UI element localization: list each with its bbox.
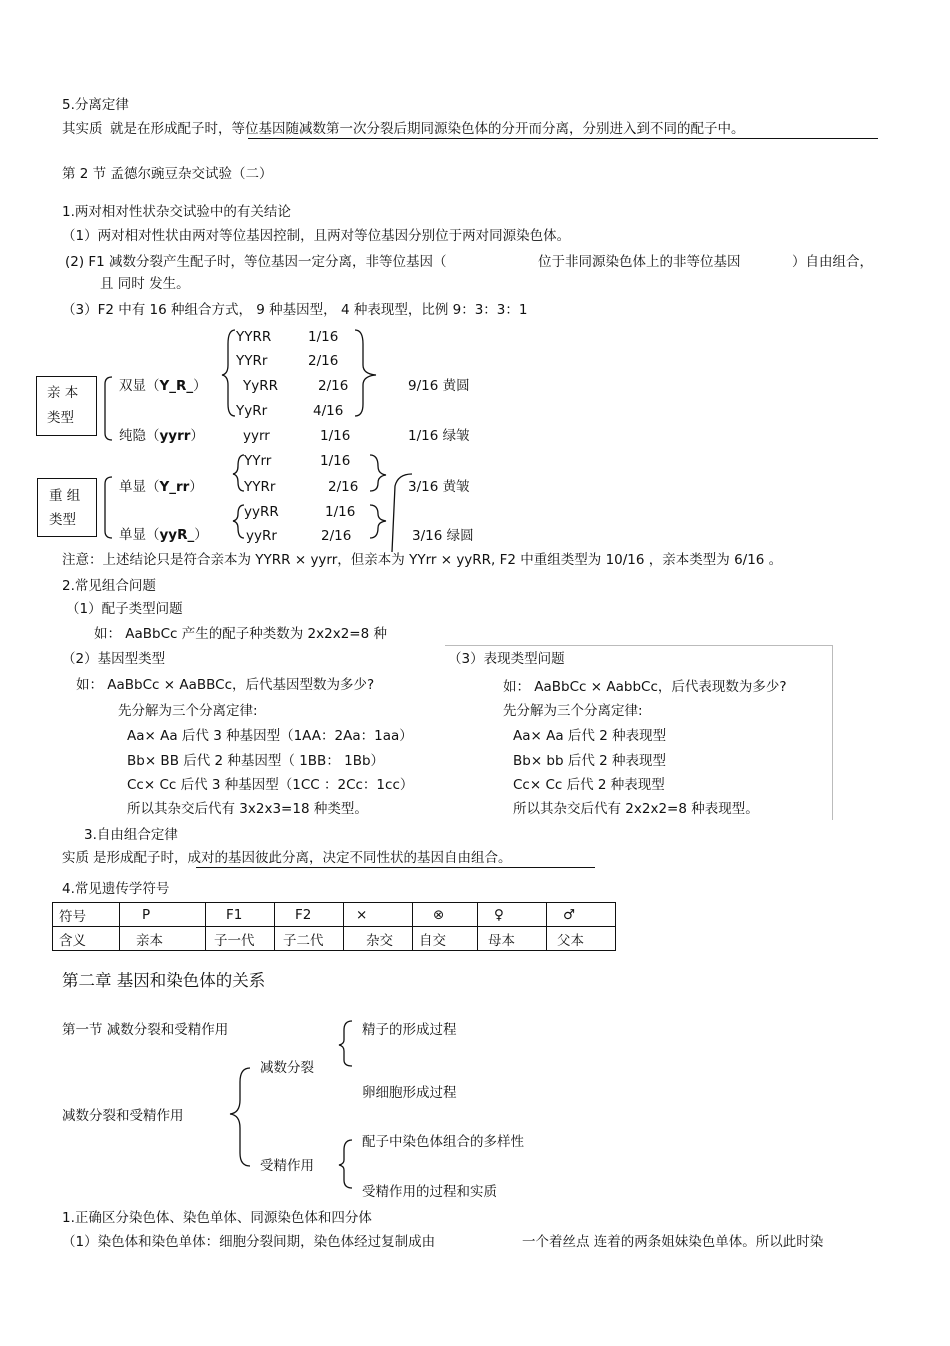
mindmap-root: 减数分裂和受精作用 (62, 1108, 184, 1124)
freq-YYRr-2: 2/16 (328, 479, 359, 495)
sec3-essence-text: 是形成配子时，成对的基因彼此分离，决定不同性状的基因自由组合。 (93, 850, 512, 866)
sec5-essence-text: 就是在形成配子时，等位基因随减数第一次分裂后期同源染色体的分开而分离，分别进入到不同的配子中。 (110, 121, 745, 137)
sec2-p3: （3）F2 中有 16 种组合方式， 9 种基因型， 4 种表现型，比例 9：3：3：1 (62, 302, 528, 318)
sec2-p2c: ）自由组合， (792, 254, 873, 270)
mindmap-chromosome-diversity: 配子中染色体组合的多样性 (362, 1134, 524, 1150)
freq-YYRR: 1/16 (308, 329, 339, 345)
chapter2-sec1-title: 第一节 减数分裂和受精作用 (62, 1022, 229, 1038)
genotype-YYRr-2: YYRr (244, 479, 276, 495)
meaning-cell-male: 父本 (547, 927, 616, 951)
chapter2-title: 第二章 基因和染色体的关系 (62, 971, 266, 990)
meaning-cell-female: 母本 (478, 927, 547, 951)
sum-yellow-wrinkled: 3/16 黄皱 (408, 479, 470, 495)
genotype-yyRr: yyRr (246, 528, 277, 544)
freq-YYrr: 1/16 (320, 453, 351, 469)
cat-double-dominant: 双显（Y_R_） (119, 378, 207, 394)
sec5-essence-label: 其实质 (62, 121, 103, 137)
recomb-type-label-1: 重 组 (49, 488, 81, 504)
phenotype-type-title: （3）表现类型问题 (448, 651, 565, 667)
symbol-cell-male-icon: ♂ (547, 903, 616, 927)
freq-yyRr: 2/16 (321, 528, 352, 544)
cat-single-dominant-1: 单显（Y_rr） (119, 479, 203, 495)
sec5-title: 5.分离定律 (62, 97, 129, 113)
cat-single-dominant-2: 单显（yyR_） (119, 527, 208, 543)
genotype-type-line2: Bb× BB 后代 2 种基因型（ 1BB： 1Bb） (127, 753, 385, 769)
gamete-type-example: 如： AaBbCc 产生的配子种类数为 2x2x2=8 种 (94, 626, 387, 642)
sec2-h1: 1.两对相对性状杂交试验中的有关结论 (62, 204, 291, 220)
sec3-title: 3.自由组合定律 (84, 827, 178, 843)
meaning-cell-cross: 杂交 (344, 927, 413, 951)
genotype-type-example: 如： AaBbCc × AaBBCc，后代基因型数为多少? (76, 677, 375, 693)
meaning-cell-f1: 子一代 (206, 927, 275, 951)
genotype-YyRr: YyRr (236, 403, 268, 419)
meaning-cell-selfing: 自交 (413, 927, 478, 951)
recomb-type-label-2: 类型 (49, 512, 76, 528)
genotype-type-line4: 所以其杂交后代有 3x2x3=18 种类型。 (127, 801, 368, 817)
sec2-p1: （1）两对相对性状由两对等位基因控制，且两对等位基因分别位于两对同源染色体。 (62, 228, 571, 244)
phenotype-type-line2: Bb× bb 后代 2 种表现型 (513, 753, 667, 769)
parent-type-label-1: 亲 本 (47, 385, 79, 401)
genotype-YyRR: YyRR (243, 378, 278, 394)
sec2-p2b: 位于非同源染色体上的非等位基因 (538, 254, 741, 270)
parent-type-label-2: 类型 (47, 410, 74, 426)
meaning-cell-parent: 亲本 (120, 927, 206, 951)
gamete-type-title: （1）配子类型问题 (66, 601, 183, 617)
symbol-cell-header: 符号 (53, 903, 120, 927)
genotype-yyRR: yyRR (244, 504, 279, 520)
genotype-yyrr: yyrr (243, 428, 270, 444)
freq-YYRr: 2/16 (308, 353, 339, 369)
genotype-YYRR: YYRR (236, 329, 272, 345)
cat-double-recessive: 纯隐（yyrr） (119, 428, 204, 444)
mindmap-fertilization: 受精作用 (260, 1158, 314, 1174)
sec2-p2d: 且 同时 发生。 (100, 276, 190, 292)
sum-green-round: 3/16 绿圆 (412, 528, 474, 544)
mindmap-meiosis: 减数分裂 (260, 1060, 314, 1076)
symbol-cell-F2: F2 (275, 903, 344, 927)
chromosome-section-p1b: 一个着丝点 连着的两条姐妹染色单体。所以此时染 (522, 1234, 824, 1250)
phenotype-type-line3: Cc× Cc 后代 2 种表现型 (513, 777, 665, 793)
genotype-YYrr: YYrr (244, 453, 272, 469)
symbol-cell-cross: × (344, 903, 413, 927)
freq-yyrr: 1/16 (320, 428, 351, 444)
common-combination-title: 2.常见组合问题 (62, 578, 156, 594)
mindmap-egg-formation: 卵细胞形成过程 (362, 1085, 457, 1101)
sum-green-wrinkled: 1/16 绿皱 (408, 428, 470, 444)
genotype-YYRr: YYRr (236, 353, 268, 369)
sum-yellow-round: 9/16 黄圆 (408, 378, 470, 394)
sec3-essence-label: 实质 (62, 850, 89, 866)
phenotype-type-line4: 所以其杂交后代有 2x2x2=8 种表现型。 (513, 801, 759, 817)
phenotype-type-example: 如： AaBbCc × AabbCc，后代表现数为多少? (503, 679, 787, 695)
symbol-cell-P: P (120, 903, 206, 927)
mindmap-fertilization-process: 受精作用的过程和实质 (362, 1184, 497, 1200)
meaning-cell-f2: 子二代 (275, 927, 344, 951)
chromosome-section-title: 1.正确区分染色体、染色单体、同源染色体和四分体 (62, 1210, 372, 1226)
sec2-title: 第 2 节 孟德尔豌豆杂交试验（二） (62, 166, 273, 182)
phenotype-type-step: 先分解为三个分离定律: (503, 703, 643, 719)
genotype-type-title: （2）基因型类型 (62, 651, 166, 667)
meaning-cell-header: 含义 (53, 927, 120, 951)
symbol-cell-female-icon: ♀ (478, 903, 547, 927)
chromosome-section-p1a: （1）染色体和染色单体：细胞分裂间期，染色体经过复制成由 (62, 1234, 436, 1250)
genotype-type-line3: Cc× Cc 后代 3 种基因型（1CC ：2Cc：1cc） (127, 777, 414, 793)
freq-yyRR: 1/16 (325, 504, 356, 520)
phenotype-type-line1: Aa× Aa 后代 2 种表现型 (513, 728, 667, 744)
sec4-title: 4.常见遗传学符号 (62, 881, 170, 897)
freq-YyRr: 4/16 (313, 403, 344, 419)
sec2-p2a: (2) F1 减数分裂产生配子时，等位基因一定分离，非等位基因（ (65, 254, 447, 270)
note-text: 注意：上述结论只是符合亲本为 YYRR × yyrr，但亲本为 YYrr × yyRR, F2 中重组类型为 10/16 ，亲本类型为 6/16 。 (62, 552, 783, 568)
symbol-cell-selfing-icon: ⊗ (413, 903, 478, 927)
genotype-type-step: 先分解为三个分离定律: (118, 703, 258, 719)
mindmap-sperm-formation: 精子的形成过程 (362, 1022, 457, 1038)
freq-YyRR: 2/16 (318, 378, 349, 394)
symbol-cell-F1: F1 (206, 903, 275, 927)
genotype-type-line1: Aa× Aa 后代 3 种基因型（1AA：2Aa：1aa） (127, 728, 413, 744)
